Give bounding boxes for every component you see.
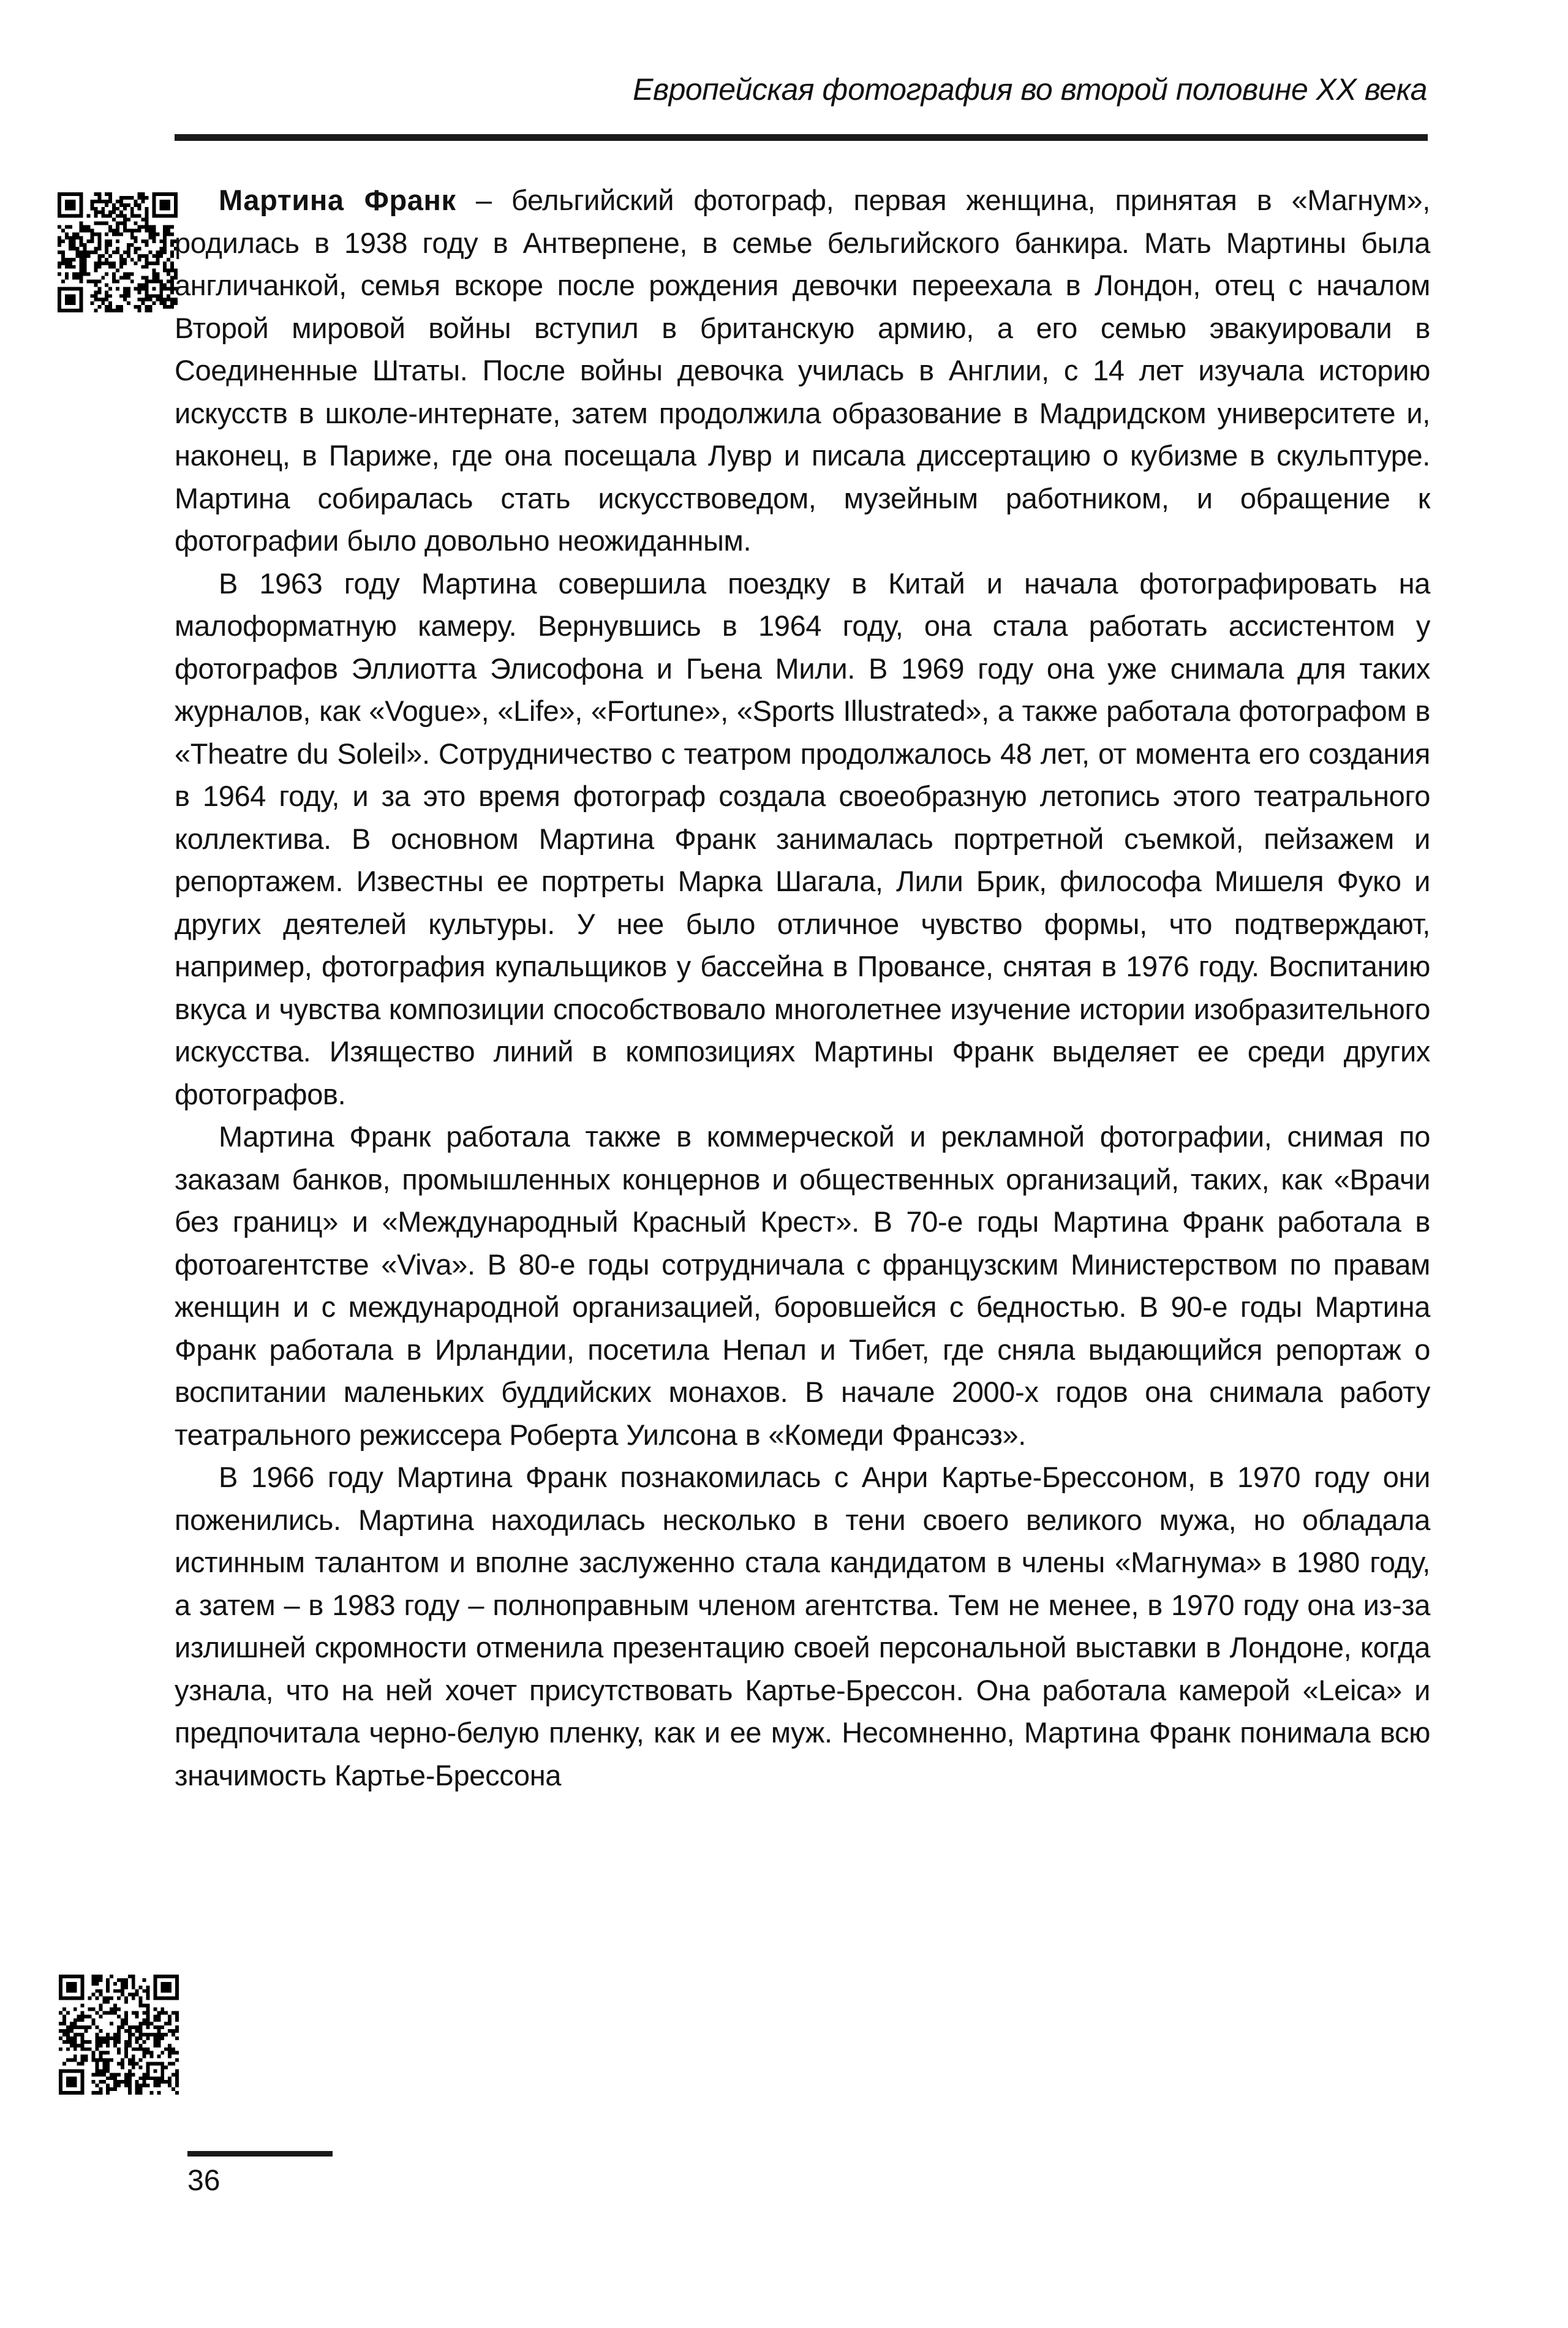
paragraph-lead-in: Мартина Франк [219,184,456,216]
qr-code-top [58,192,178,312]
page-number: 36 [187,2164,221,2197]
body-paragraph [175,1115,1430,1456]
paragraph-text: – бельгийский фотограф, первая женщина, принятая в «Магнум», родилась в 1938 году в Антверпене, в семье бельгийского банкира. Мать Мартины была англичанкой, семья вскоре после рождения девочки переехала в Лондон, отец с началом Второй мировой войны вступил в британскую армию, а его семью эвакуировали в Соединенные Штаты. После войны девочка училась в Англии, с 14 лет изучала историю искусств в школе-интернате, затем продолжила образование в Мадридском университете и, наконец, в Париже, где она посещала Лувр и писала диссертацию о кубизме в скульптуре. Мартина собиралась стать искусствоведом, музейным работником, и обращение к фотографии было довольно неожиданным. [175,184,1430,557]
body-text-column [175,179,1430,1796]
body-paragraph [175,562,1430,1116]
body-paragraph [175,1456,1430,1796]
paragraph-text: В 1966 году Мартина Франк познакомилась с Анри Картье-Брессоном, в 1970 году они поженились. Мартина находилась несколько в тени своего великого мужа, но обладала истинным талантом и вполне заслуженно стала кандидатом в члены «Магнума» в 1980 году, а затем – в 1983 году – полноправным членом агентства. Тем не менее, в 1970 году она из-за излишней скромности отменила презентацию своей персональной выставки в Лондоне, когда узнала, что на ней хочет присутствовать Картье-Брессон. Она работала камерой «Leica» и предпочитала черно-белую пленку, как и ее муж. Несомненно, Мартина Франк понимала всю значимость Картье-Брессона [175,1461,1430,1791]
paragraph-text: В 1963 году Мартина совершила поездку в Китай и начала фотографировать на малоформатную камеру. Вернувшись в 1964 году, она стала работать ассистентом у фотографов Эллиотта Элисофона и Гьена Мили. В 1969 году она уже снимала для таких журналов, как «Vogue», «Life», «Fortune», «Sports Illustrated», а также работала фотографом в «Theatre du Soleil». Сотрудничество с театром продолжалось 48 лет, от момента его создания в 1964 году, и за это время фотограф создала своеобразную летопись этого театрального коллектива. В основном Мартина Франк занималась портретной съемкой, пейзажем и репортажем. Известны ее портреты Марка Шагала, Лили Брик, философа Мишеля Фуко и других деятелей культуры. У нее было отличное чувство формы, что подтверждают, например, фотография купальщиков у бассейна в Провансе, снятая в 1976 году. Воспитанию вкуса и чувства композиции способствовало многолетнее изучение истории изобразительного искусства. Изящество линий в композициях Мартины Франк выделяет ее среди других фотографов. [175,567,1430,1110]
qr-code-bottom [59,1975,179,2095]
header-rule [175,134,1428,141]
paragraph-text: Мартина Франк работала также в коммерческой и рекламной фотографии, снимая по заказам банков, промышленных концернов и общественных организаций, таких, как «Врачи без границ» и «Международный Красный Крест». В 70-е годы Мартина Франк работала в фотоагентстве «Viva». В 80-е годы сотрудничала с французским Министерством по правам женщин и с международной организацией, боровшейся с бедностью. В 90-е годы Мартина Франк работала в Ирландии, посетила Непал и Тибет, где сняла выдающийся репортаж о воспитании маленьких буддийских монахов. В начале 2000-х годов она снимала работу театрального режиссера Роберта Уилсона в «Комеди Франсэз». [175,1120,1430,1451]
body-paragraph [175,179,1430,562]
running-head: Европейская фотография во второй половине XX века [633,72,1427,107]
footer-rule [187,2151,333,2157]
